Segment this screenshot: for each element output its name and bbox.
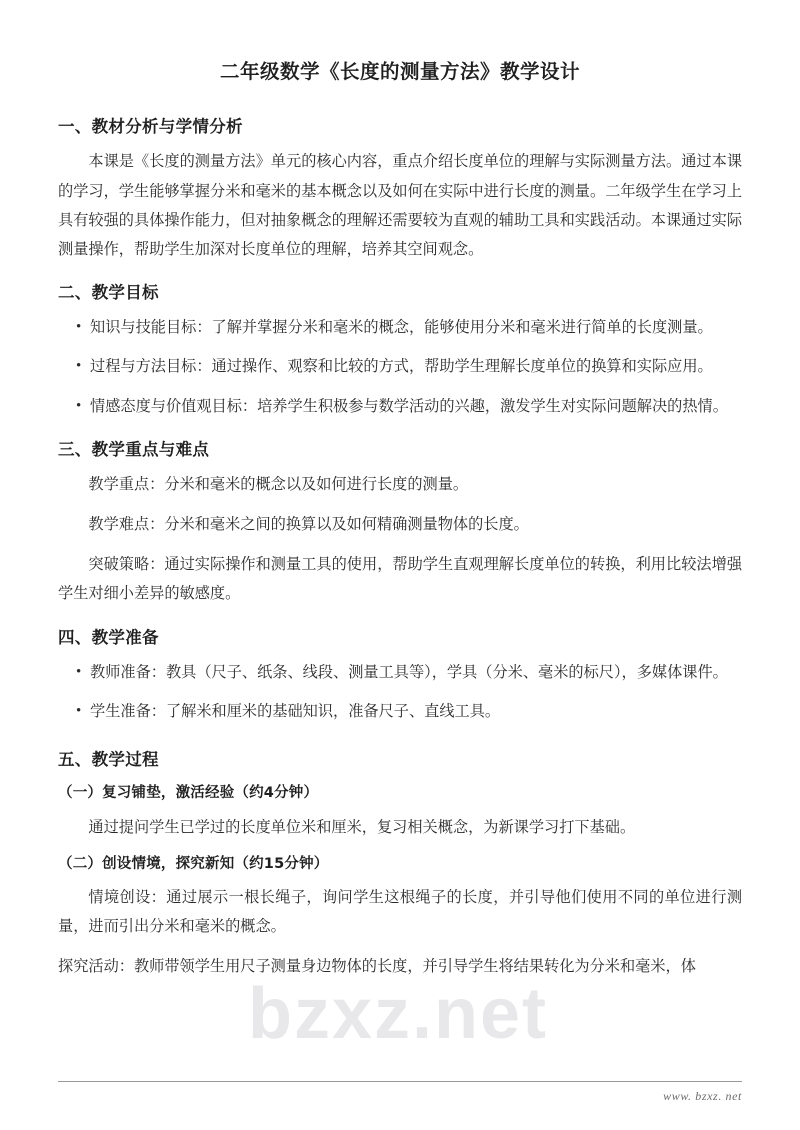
list-item: • 过程与方法目标：通过操作、观察和比较的方式，帮助学生理解长度单位的换算和实际应用。 [74, 352, 742, 381]
page-title: 二年级数学《长度的测量方法》教学设计 [219, 60, 580, 83]
section-3-paragraph-3: 突破策略：通过实际操作和测量工具的使用，帮助学生直观理解长度单位的转换，利用比较法增强学生对细小差异的敏感度。 [58, 556, 742, 603]
list-item: • 教师准备：教具（尺子、纸条、线段、测量工具等），学具（分米、毫米的标尺），多媒体课件。 [74, 658, 742, 687]
section-heading-1: 一、教材分析与学情分析 [58, 117, 243, 137]
list-item: • 情感态度与价值观目标：培养学生积极参与数学活动的兴趣，激发学生对实际问题解决的热情。 [74, 392, 742, 421]
section-heading-2: 二、教学目标 [58, 283, 159, 303]
section-1-paragraph-1: 本课是《长度的测量方法》单元的核心内容，重点介绍长度单位的理解与实际测量方法。通过本课的学习，学生能够掌握分米和毫米的基本概念以及如何在实际中进行长度的测量。二年级学生在学习上具有较强的具体操作能力，但对抽象概念的理解还需要较为直观的辅助工具和实践活动。本课通过实际测量操作，帮助学生加深对长度单位的理解，培养其空间观念。 [58, 153, 742, 258]
list-item: • 知识与技能目标：了解并掌握分米和毫米的概念，能够使用分米和毫米进行简单的长度测量。 [74, 313, 742, 342]
subsection-heading-5-2: （二）创设情境，探究新知（约15分钟） [58, 855, 329, 872]
section-4-bullet-list [58, 658, 742, 726]
document-body [58, 0, 742, 982]
footer-divider [58, 1081, 742, 1082]
section-2-bullet-list [58, 313, 742, 421]
section-heading-4: 四、教学准备 [58, 627, 159, 647]
list-item: • 学生准备：了解米和厘米的基础知识，准备尺子、直线工具。 [74, 697, 742, 726]
section-heading-5: 五、教学过程 [58, 750, 159, 770]
subsection-5-2-paragraph-2: 探究活动：教师带领学生用尺子测量身边物体的长度，并引导学生将结果转化为分米和毫米，体 [58, 958, 696, 976]
section-heading-3: 三、教学重点与难点 [58, 439, 210, 459]
section-3-paragraph-2: 教学难点：分米和毫米之间的换算以及如何精确测量物体的长度。 [88, 516, 529, 534]
watermark-bzxz: bzxz.net [248, 974, 549, 1054]
subsection-5-2-paragraph-1: 情境创设：通过展示一根长绳子，询问学生这根绳子的长度，并引导他们使用不同的单位进行测量，进而引出分米和毫米的概念。 [58, 888, 742, 936]
footer-url: www. bzxz. net [663, 1089, 742, 1103]
subsection-heading-5-1: （一）复习铺垫，激活经验（约4分钟） [58, 785, 319, 802]
subsection-5-1-paragraph-1: 通过提问学生已学过的长度单位米和厘米，复习相关概念，为新课学习打下基础。 [88, 818, 636, 836]
section-3-paragraph-1: 教学重点：分米和毫米的概念以及如何进行长度的测量。 [88, 475, 469, 493]
